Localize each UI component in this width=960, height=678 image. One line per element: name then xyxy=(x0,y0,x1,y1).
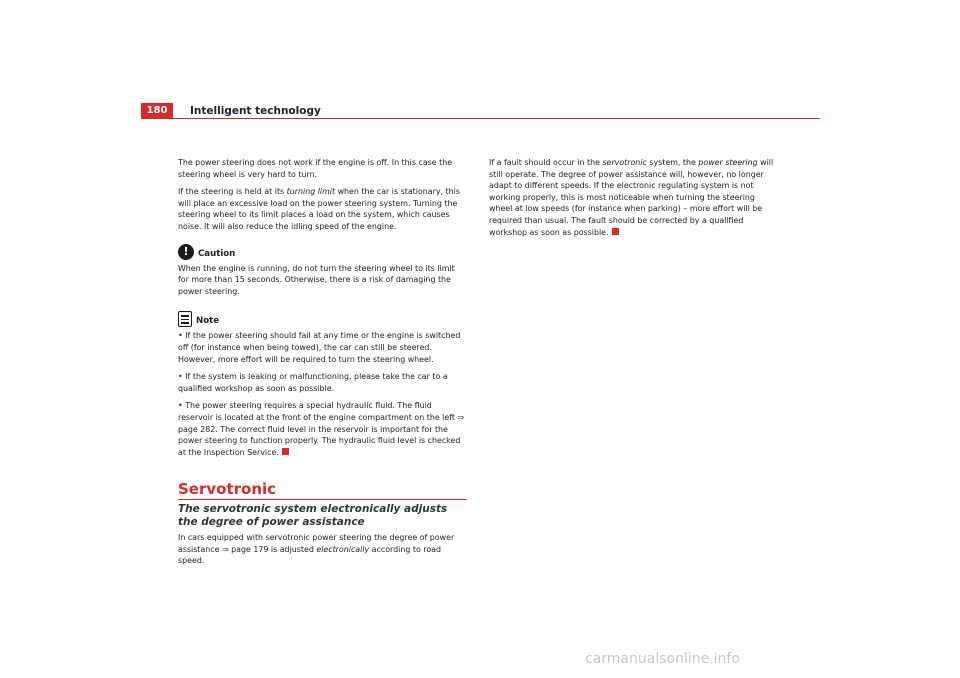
emphasis-servotronic: servotronic xyxy=(602,158,647,167)
page-number: 180 xyxy=(141,103,173,119)
text-run: system, the xyxy=(646,158,699,167)
emphasis-power-steering: power steering xyxy=(698,158,758,167)
page-reference-179[interactable]: ⇒ page 179 xyxy=(222,544,269,554)
paragraph-fault xyxy=(489,157,778,238)
right-column xyxy=(489,157,778,244)
caution-title: Caution xyxy=(198,248,236,259)
text-run: will still operate. The degree of power assistance will, however, no longer adapt to different speeds. If the electronic regulating system is not working properly, this is most noticeable when turning the steering wheel at low speeds (for instance when parking) – more effort will be required than usual. The fault should be corrected by a qualified workshop as soon as possible. xyxy=(489,158,774,237)
note-icon-line xyxy=(181,322,189,324)
bullet-icon: • xyxy=(178,331,183,341)
bullet-icon: • xyxy=(178,401,183,411)
caution-text: When the engine is running, do not turn the steering wheel to its limit for more than 15 seconds. Otherwise, there is a risk of damaging the power steering. xyxy=(178,263,455,296)
section-rule xyxy=(178,499,467,500)
text-run: If the steering is held at its xyxy=(178,187,287,197)
note-bullet-2 xyxy=(178,371,467,394)
paragraph-servotronic xyxy=(178,532,467,567)
caution-heading xyxy=(178,244,467,260)
text-run: according to road speed. xyxy=(178,544,442,566)
end-marker-icon xyxy=(612,228,619,235)
note-bullet-text: If the system is leaking or malfunctioning, please take the car to a qualified workshop as soon as possible. xyxy=(178,372,448,393)
note-bullet-1 xyxy=(178,330,467,365)
note-bullet-text: If the power steering should fail at any time or the engine is switched off (for instance when being towed), the car can still be steered. However, more effort will be required to turn the steering wheel. xyxy=(178,331,461,364)
page-reference-282[interactable]: ⇒ page 282 xyxy=(178,412,465,434)
bullet-icon: • xyxy=(178,372,183,382)
section-subtitle: The servotronic system electronically adjusts the degree of power assistance xyxy=(178,503,448,529)
end-marker-icon xyxy=(282,448,289,455)
note-bullet-3 xyxy=(178,400,467,458)
header-rule xyxy=(173,118,820,119)
note-bullet-text: . The correct fluid level in the reservoir is important for the power steering to function properly. The hydraulic fluid level is checked at the Inspection Service. xyxy=(178,424,461,457)
text-run: when the car is stationary, this will place an excessive load on the power steering system. Turning the steering wheel to its limit places a load on the system, which causes noise. It will also reduce the idling speed of the engine. xyxy=(178,187,460,231)
emphasis-electronically: electronically xyxy=(316,544,370,554)
running-header: Intelligent technology xyxy=(190,105,321,117)
section-title: Servotronic xyxy=(178,480,277,499)
text-run: In cars equipped with servotronic power steering the degree of power assistance xyxy=(178,533,455,554)
note-icon-line xyxy=(181,319,189,321)
caution-icon: ! xyxy=(178,244,194,260)
left-column xyxy=(178,157,467,573)
watermark: carmanualsonline.info xyxy=(585,651,740,667)
text-run: is adjusted xyxy=(268,544,317,554)
note-title: Note xyxy=(196,316,220,327)
note-icon-line xyxy=(181,315,189,317)
paragraph-engine-off: The power steering does not work if the engine is off. In this case the steering wheel is very hard to turn. xyxy=(178,158,453,179)
paragraph-turning-limit xyxy=(178,186,467,232)
text-run: If a fault should occur in the xyxy=(489,158,603,167)
emphasis-turning-limit: turning limit xyxy=(286,187,336,197)
note-icon xyxy=(178,311,192,327)
note-bullet-text: The power steering requires a special hydraulic fluid. The fluid reservoir is located at the front of the engine compartment on the left xyxy=(178,401,458,422)
note-heading xyxy=(178,311,467,327)
